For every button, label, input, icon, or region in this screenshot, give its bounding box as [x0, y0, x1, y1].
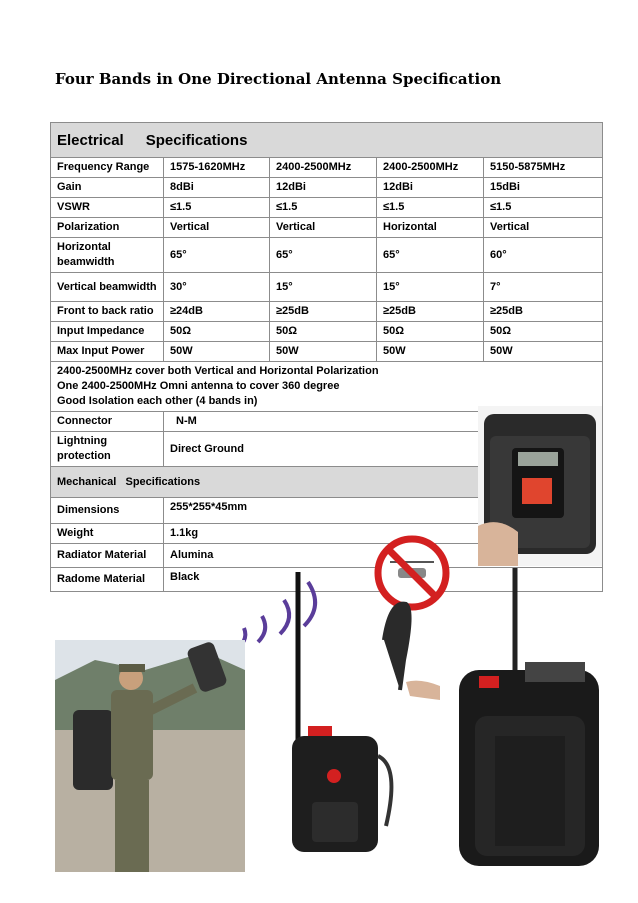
table-row	[51, 302, 603, 322]
note-line: 2400-2500MHz cover both Vertical and Horizontal Polarization	[57, 365, 379, 377]
cell: 12dBi	[270, 178, 377, 198]
cell: ≥25dB	[377, 302, 484, 322]
table-row	[51, 322, 603, 342]
electrical-heading-b: Specifications	[145, 131, 248, 149]
cell: ≤1.5	[270, 198, 377, 218]
cell: ≥25dB	[270, 302, 377, 322]
cell: Vertical	[164, 218, 270, 238]
table-row	[51, 218, 603, 238]
cell: 50W	[164, 342, 270, 362]
cell: ≤1.5	[377, 198, 484, 218]
cell: 12dBi	[377, 178, 484, 198]
row-label: Horizontal beamwidth	[51, 238, 164, 273]
cell: Vertical	[484, 218, 603, 238]
table-row	[51, 273, 603, 302]
cell: 50Ω	[377, 322, 484, 342]
cell: 50Ω	[484, 322, 603, 342]
lightning-value: Direct Ground	[164, 432, 603, 467]
dimensions-value: 255*255*45mm	[164, 498, 603, 524]
cell: ≤1.5	[164, 198, 270, 218]
row-label: Radiator Material	[51, 544, 164, 568]
row-label: Vertical beamwidth	[51, 273, 164, 302]
table-row	[51, 342, 603, 362]
row-label: Connector	[51, 412, 164, 432]
row-label: Radome Material	[51, 568, 164, 592]
row-label: Frequency Range	[51, 158, 164, 178]
electrical-header	[51, 123, 603, 158]
cell: 15°	[377, 273, 484, 302]
handheld-antenna-photo	[380, 600, 442, 710]
row-label: Max Input Power	[51, 342, 164, 362]
cell: 30°	[164, 273, 270, 302]
table-row	[51, 198, 603, 218]
notes-cell	[51, 362, 603, 412]
cell: ≥24dB	[164, 302, 270, 322]
table-row	[51, 178, 603, 198]
row-label: Lightning protection	[51, 432, 164, 467]
row-label: Weight	[51, 524, 164, 544]
table-row	[51, 158, 603, 178]
soldier-photo	[55, 640, 245, 872]
cell: ≥25dB	[484, 302, 603, 322]
table-row	[51, 238, 603, 273]
radome-value: Black	[164, 568, 603, 592]
cell: 50W	[377, 342, 484, 362]
cell: 2400-2500MHz	[270, 158, 377, 178]
cell: 50Ω	[164, 322, 270, 342]
note-line: One 2400-2500MHz Omni antenna to cover 360 degree	[57, 380, 340, 392]
cell: 5150-5875MHz	[484, 158, 603, 178]
electrical-heading-a: Electrical	[57, 131, 124, 149]
electrical-header-row	[51, 123, 603, 158]
connector-value: N-M	[164, 412, 603, 432]
cell: 8dBi	[164, 178, 270, 198]
cell: 50W	[484, 342, 603, 362]
row-label: Input Impedance	[51, 322, 164, 342]
note-line: Good Isolation each other (4 bands in)	[57, 395, 258, 407]
cell: 15dBi	[484, 178, 603, 198]
cell: 50W	[270, 342, 377, 362]
mechanical-heading-b: Specifications	[125, 475, 201, 488]
notes-row	[51, 362, 603, 412]
cell: ≤1.5	[484, 198, 603, 218]
cell: 60°	[484, 238, 603, 273]
cell: 65°	[377, 238, 484, 273]
cell: Vertical	[270, 218, 377, 238]
cell: 65°	[164, 238, 270, 273]
radiator-value: Alumina	[164, 544, 603, 568]
row-label: Polarization	[51, 218, 164, 238]
row-label: Dimensions	[51, 498, 164, 524]
row-label: VSWR	[51, 198, 164, 218]
row-label: Gain	[51, 178, 164, 198]
cell: 65°	[270, 238, 377, 273]
row-label: Front to back ratio	[51, 302, 164, 322]
case-photo	[455, 566, 605, 876]
cell: 15°	[270, 273, 377, 302]
weight-value: 1.1kg	[164, 524, 603, 544]
cell: 1575-1620MHz	[164, 158, 270, 178]
cell: Horizontal	[377, 218, 484, 238]
device-photo	[478, 406, 602, 566]
page-title: Four Bands in One Directional Antenna Specification	[55, 70, 502, 88]
cell: 50Ω	[270, 322, 377, 342]
cell: 2400-2500MHz	[377, 158, 484, 178]
mechanical-heading-a: Mechanical	[57, 475, 117, 488]
cell: 7°	[484, 273, 603, 302]
